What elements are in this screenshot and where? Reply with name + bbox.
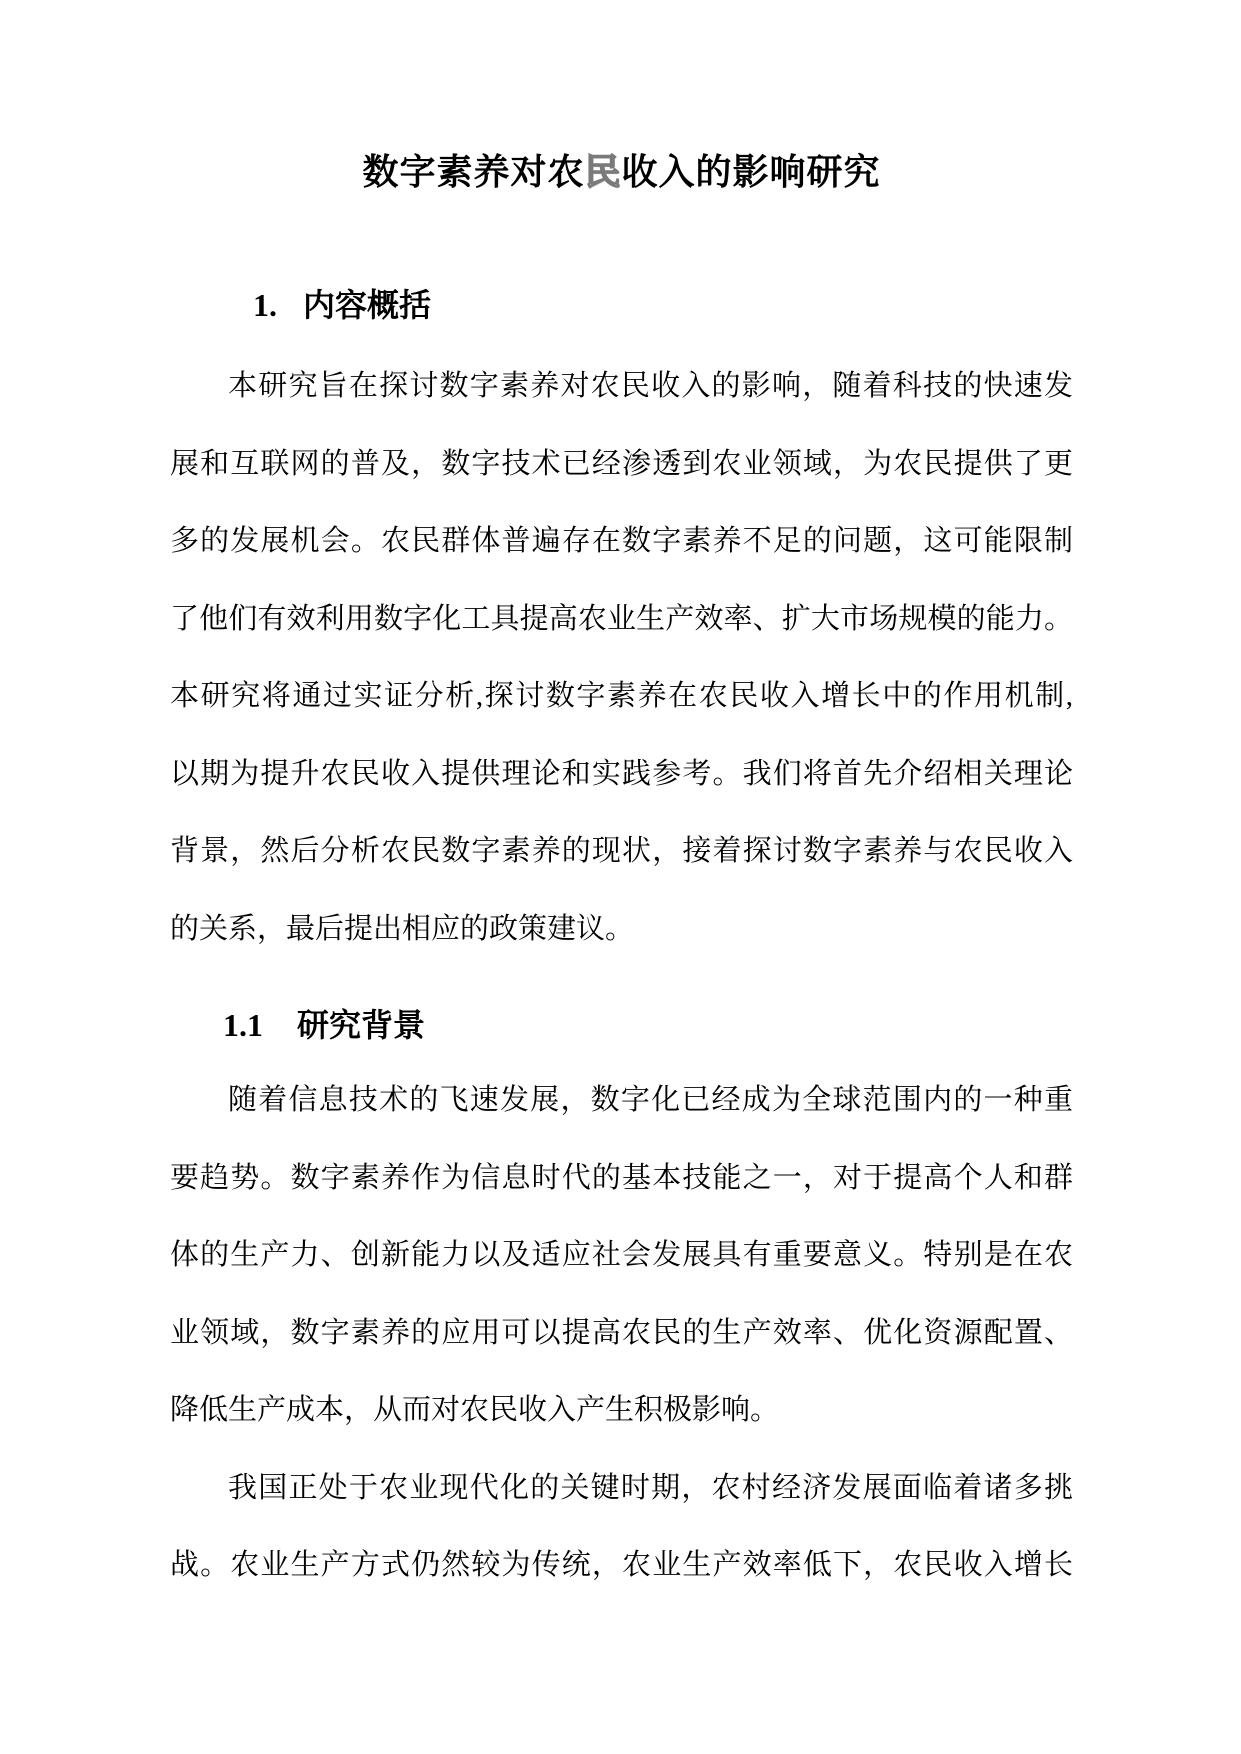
text-line: 我国正处于农业现代化的关键时期，农村经济发展面临着诸多挑 (228, 1471, 1073, 1504)
text-line: 背景，然后分析农民数字素养的现状，接着探讨数字素养与农民收入 (170, 835, 1073, 867)
section-1-1-title: 研究背景 (297, 1007, 426, 1043)
paragraph-3 (170, 1450, 1073, 1605)
text-line: 以期为提升农民收入提供理论和实践参考。我们将首先介绍相关理论 (170, 757, 1073, 790)
section-1-number: 1. (253, 287, 277, 323)
text-line: 要趋势。数字素养作为信息时代的基本技能之一，对于提高个人和群 (170, 1161, 1073, 1194)
title-suffix: 收入的影响研究 (621, 152, 881, 192)
text-line: 本研究将通过实证分析,探讨数字素养在农民收入增长中的作用机制, (170, 680, 1073, 712)
text-line: 降低生产成本，从而对农民收入产生积极影响。 (170, 1394, 780, 1426)
text-line: 战。农业生产方式仍然较为传统，农业生产效率低下，农民收入增长 (170, 1549, 1073, 1581)
text-line: 的关系，最后提出相应的政策建议。 (170, 912, 635, 945)
section-1-1-heading (170, 1008, 1073, 1042)
text-line: 多的发展机会。农民群体普遍存在数字素养不足的问题，这可能限制 (170, 525, 1073, 557)
text-line: 随着信息技术的飞速发展，数字化已经成为全球范围内的一种重 (228, 1084, 1073, 1116)
section-1-heading (170, 288, 1073, 322)
text-line: 业领域，数字素养的应用可以提高农民的生产效率、优化资源配置、 (170, 1316, 1073, 1349)
text-line: 展和互联网的普及，数字技术已经渗透到农业领域，为农民提供了更 (170, 447, 1073, 480)
section-1-title: 内容概括 (303, 287, 432, 323)
text-line: 体的生产力、创新能力以及适应社会发展具有重要意义。特别是在农 (170, 1239, 1073, 1271)
text-line: 了他们有效利用数字化工具提高农业生产效率、扩大市场规模的能力。 (170, 602, 1073, 635)
text-line: 本研究旨在探讨数字素养对农民收入的影响，随着科技的快速发 (228, 370, 1073, 402)
title-hollow-char: 民 (584, 152, 622, 192)
paragraph-1 (170, 348, 1073, 968)
document-title (170, 0, 1073, 191)
section-1-1-number: 1.1 (223, 1007, 263, 1043)
title-prefix: 数字素养对农 (362, 152, 585, 192)
paragraph-2 (170, 1062, 1073, 1450)
